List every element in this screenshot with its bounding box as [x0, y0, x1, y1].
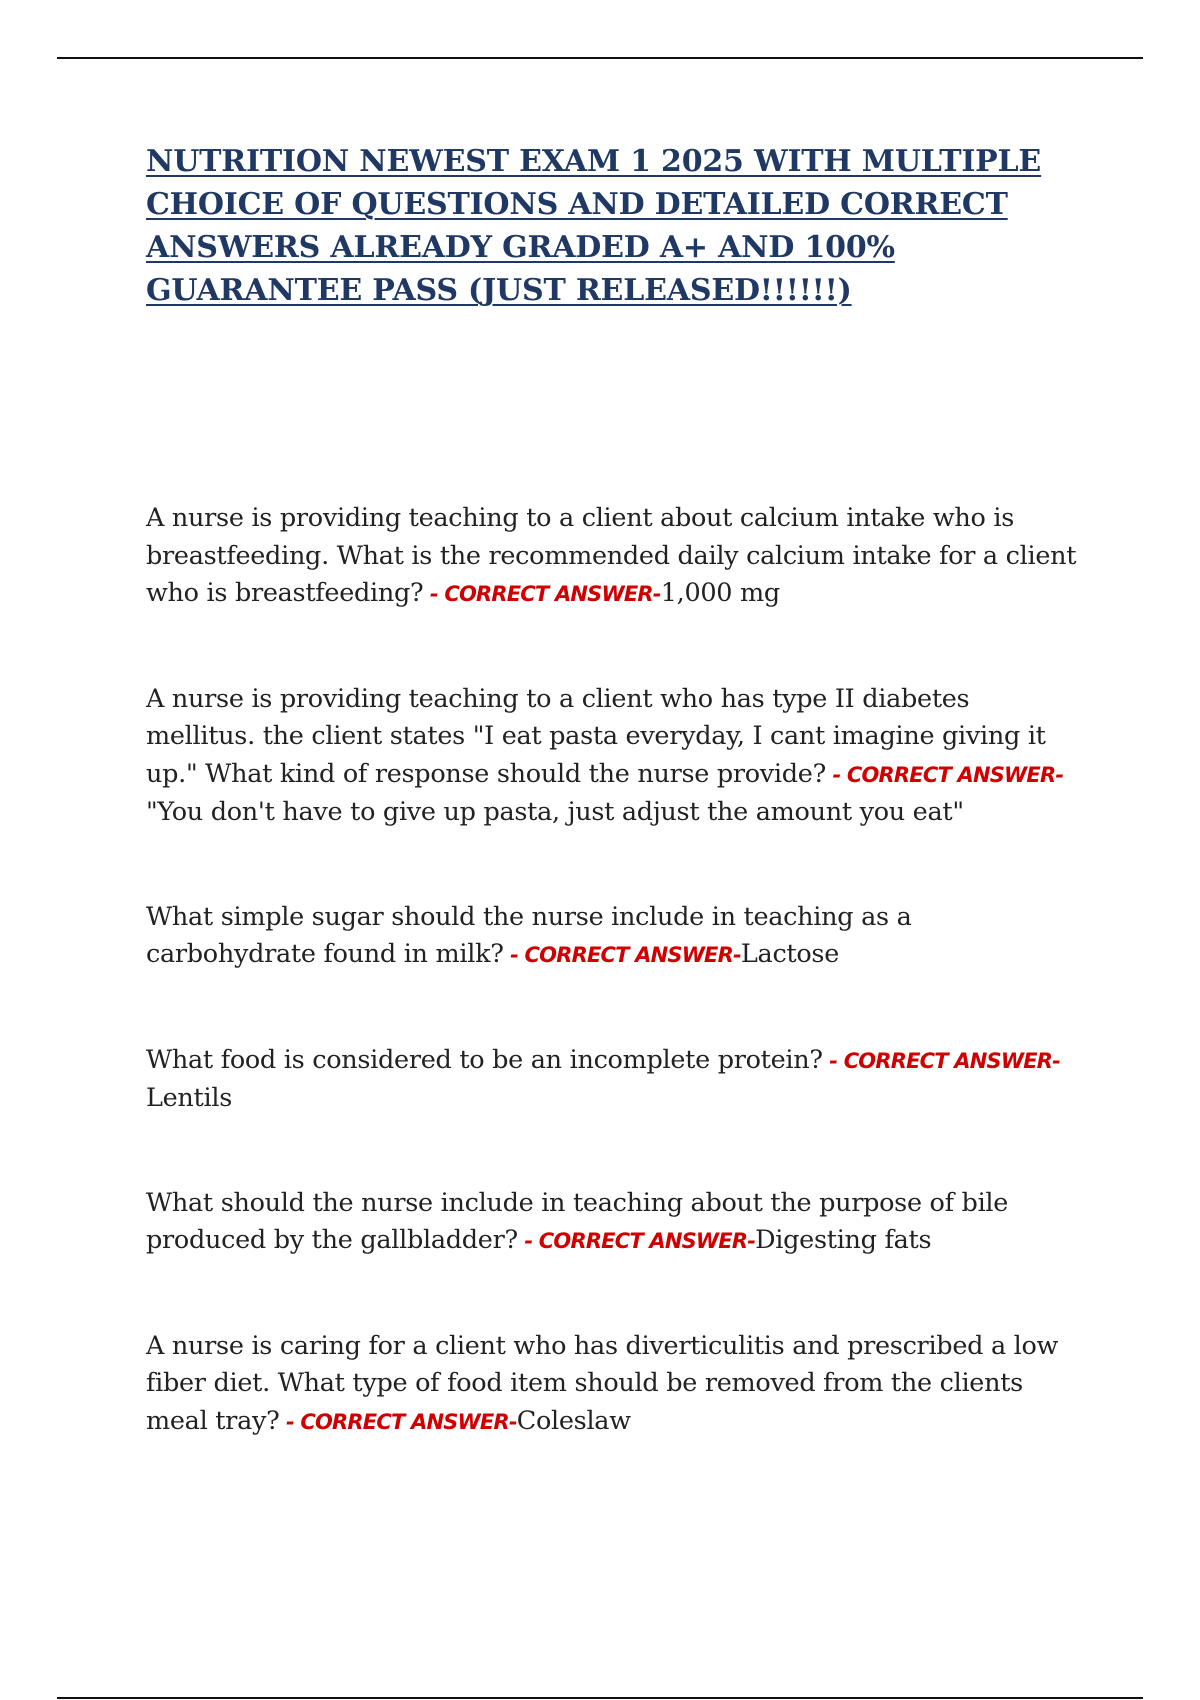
correct-answer-marker: - CORRECT ANSWER- — [279, 1409, 517, 1434]
qa-list — [146, 500, 1086, 1441]
question-text: What simple sugar should the nurse include in teaching as a carbohydrate found in milk? — [146, 901, 912, 969]
bottom-rule — [57, 1697, 1143, 1699]
qa-item-2 — [146, 681, 1086, 832]
answer-text: 1,000 mg — [660, 578, 780, 608]
question-text: A nurse is providing teaching to a client who has type II diabetes mellitus. the client states "I eat pasta everyday, I cant imagine giving it up." What kind of response should the nurse provide? — [146, 683, 1046, 789]
qa-item-5 — [146, 1185, 1086, 1261]
answer-text: Digesting fats — [755, 1225, 932, 1255]
question-text: What food is considered to be an incomplete protein? — [146, 1044, 823, 1075]
answer-text: Lentils — [146, 1083, 232, 1113]
answer-text: Lactose — [740, 939, 840, 969]
top-rule — [57, 57, 1143, 59]
correct-answer-marker: - CORRECT ANSWER- — [822, 1048, 1061, 1073]
question-text: A nurse is caring for a client who has diverticulitis and prescribed a low fiber diet. What type of food item should be removed from the clients meal tray? — [146, 1330, 1059, 1436]
document-body — [146, 140, 1086, 1508]
correct-answer-marker: - CORRECT ANSWER- — [503, 943, 741, 967]
correct-answer-marker: - CORRECT ANSWER- — [825, 762, 1064, 787]
question-text: A nurse is providing teaching to a client about calcium intake who is breastfeeding. What is the recommended daily calcium intake for a client who is breastfeeding? — [146, 503, 1077, 608]
qa-item-1 — [146, 500, 1086, 614]
qa-item-4 — [146, 1042, 1086, 1118]
answer-text: Coleslaw — [516, 1405, 631, 1436]
document-title: NUTRITION NEWEST EXAM 1 2025 WITH MULTIPLE CHOICE OF QUESTIONS AND DETAILED CORRECT ANSWERS ALREADY GRADED A+ AND 100% GUARANTEE PASS (JUST RELEASED!!!!!!) — [146, 144, 1042, 308]
correct-answer-marker: - CORRECT ANSWER- — [423, 582, 661, 606]
qa-item-6 — [146, 1328, 1086, 1442]
question-text: What should the nurse include in teaching about the purpose of bile produced by the gallbladder? — [146, 1187, 1009, 1255]
qa-item-3 — [146, 899, 1086, 975]
answer-text: "You don't have to give up pasta, just adjust the amount you eat" — [146, 797, 964, 827]
correct-answer-marker: - CORRECT ANSWER- — [517, 1229, 756, 1253]
